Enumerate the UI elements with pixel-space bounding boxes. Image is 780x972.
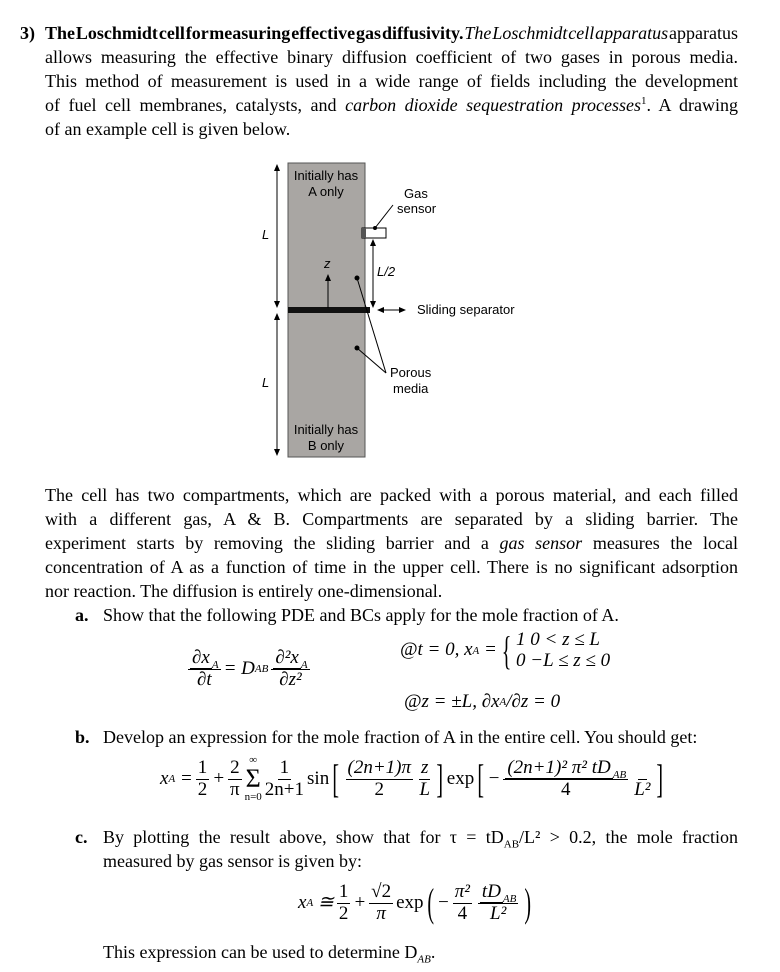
intro-line: This method of measurement is used in a wide range of fields including the development [45, 71, 738, 91]
pde-equation: $\frac{\partial x _A}{\partial t}$ = D AB $\frac{\partial^2x _A}{\text{∂z²}}$ [185, 648, 313, 691]
svg-text:L: L [262, 375, 270, 390]
svg-text:Gas: Gas [404, 186, 428, 201]
svg-text:L: L [262, 227, 270, 242]
intro-line: The Loschmidt cell for measuring effective gas diffusivity. The Loschmidt cell apparatus apparatus [45, 23, 739, 43]
approx-solution: x A ≅ $\frac{1}{2}$ + $\frac{√2}{\pi}$ exp ( − $\frac{\text{π²}}{4}$ $\frac{tD _{AB}}{\text{L²}}$ ) [298, 880, 532, 926]
intro-line: of fuel cell membranes, catalysts, and carbon dioxide sequestration processes$^1$. A drawing [45, 95, 739, 115]
paragraph-line: The cell has two compartments, which are packed with a porous material, and each filled [45, 485, 738, 505]
intro-line: allows measuring the effective binary diffusion coefficient of two gases in porous media. [45, 47, 738, 67]
paragraph-line: with a different gas, A & B. Compartments are separated by a sliding barrier. The [45, 509, 738, 529]
series-solution: x A = $\frac{1}{2}$ + $\frac{2}{\pi}$ ∞ Σ n=0 $\frac{1}{2n+1}$ sin [ $\frac{(2n+1)\pi}{2}$ $\frac{z}{L}$ ] exp [ − $\frac{(2n+1)^2 \pi^2 tD _{AB}}{4}$ L² ] [160, 754, 664, 803]
paragraph-line: experiment starts by removing the sliding barrier and a gas sensor measures the local [45, 533, 739, 553]
svg-text:Porous: Porous [390, 365, 432, 380]
problem-title: The Loschmidt cell for measuring effective gas diffusivity. [45, 23, 464, 43]
paragraph-line: nor reaction. The diffusion is entirely one-dimensional. [45, 581, 443, 601]
sliding-separator [288, 307, 370, 313]
svg-text:sensor: sensor [397, 201, 437, 216]
part-c-label: c. [75, 827, 88, 847]
loschmidt-cell-diagram [0, 0, 780, 480]
intro-line: of an example cell is given below. [45, 119, 291, 139]
svg-text:Initially has: Initially has [293, 422, 359, 437]
svg-text:z: z [324, 256, 331, 271]
part-c-text: By plotting the result above, show that for $\tau = tD_{AB}/L^2 > 0.2$, the mole fraction measured by gas sensor is given by: [103, 827, 738, 871]
svg-text:A only: A only [308, 184, 344, 199]
svg-text:B only: B only [307, 438, 345, 453]
part-b: b. Develop an expression for the mole fraction of A in the entire cell. You should get: [75, 727, 698, 747]
initial-condition: @t = 0, x A = { 1 0 < z ≤ L 0 −L ≤ z ≤ 0 [400, 627, 611, 673]
part-a: a. Show that the following PDE and BCs apply for the mole fraction of A. [75, 605, 619, 625]
closing-text: This expression can be used to determine $D_{AB}$. [103, 942, 436, 966]
boundary-condition: @z = ±L, ∂x A /∂z = 0 [404, 691, 561, 712]
svg-text:media: media [393, 381, 429, 396]
svg-text:Initially has: Initially has [293, 168, 359, 183]
svg-text:Sliding separator: Sliding separator [417, 302, 515, 317]
svg-text:L/2: L/2 [377, 264, 396, 279]
paragraph-line: concentration of A as a function of time in the upper cell. There is no significant adsorption [45, 557, 738, 577]
problem-number: 3) [20, 23, 35, 43]
